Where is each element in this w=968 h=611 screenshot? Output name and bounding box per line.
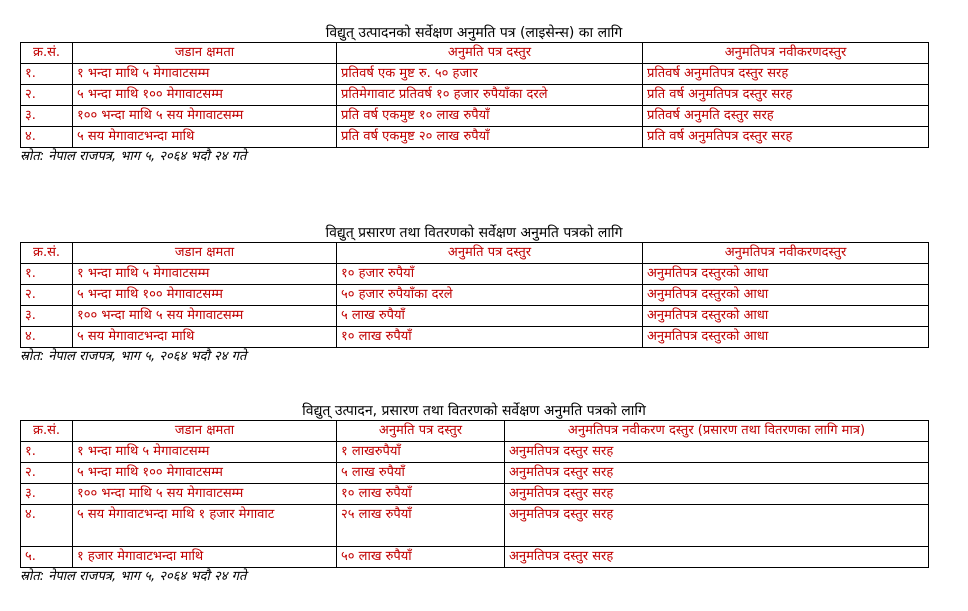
cell-license-fee: ५ लाख रुपैयाँ: [337, 306, 643, 327]
source-note: स्रोत: नेपाल राजपत्र, भाग ५, २०६४ भदौ २४ गते: [20, 349, 247, 364]
table-row: [21, 85, 929, 106]
cell-license-fee: १० लाख रुपैयाँ: [337, 327, 643, 348]
cell-capacity: ५ भन्दा माथि १०० मेगावाटसम्म: [73, 463, 337, 484]
table-row: [21, 106, 929, 127]
table-title: विद्युत् उत्पादनको सर्वेक्षण अनुमति पत्र (लाइसेन्स) का लागि: [325, 25, 623, 41]
cell-license-fee: ५० लाख रुपैयाँ: [337, 547, 505, 568]
cell-capacity: १ भन्दा माथि ५ मेगावाटसम्म: [73, 264, 337, 285]
cell-renewal-fee: प्रति वर्ष अनुमतिपत्र दस्तुर सरह: [643, 85, 929, 106]
cell-serial: ५.: [21, 547, 73, 568]
cell-license-fee: प्रति वर्ष एकमुष्ट १० लाख रुपैयाँ: [337, 106, 643, 127]
cell-renewal-fee: प्रतिवर्ष अनुमति दस्तुर सरह: [643, 106, 929, 127]
table-row: [21, 127, 929, 148]
cell-serial: २.: [21, 85, 73, 106]
table-header-row: [21, 243, 929, 264]
cell-serial: २.: [21, 285, 73, 306]
combined-license-section: [20, 402, 928, 586]
cell-serial: २.: [21, 463, 73, 484]
cell-serial: १.: [21, 442, 73, 463]
header-serial: क्र.सं.: [21, 43, 73, 64]
transmission-license-table: [20, 242, 929, 348]
generation-license-section: [20, 24, 928, 166]
header-capacity: जडान क्षमता: [73, 243, 337, 264]
cell-serial: ४.: [21, 505, 73, 547]
source-note: स्रोत: नेपाल राजपत्र, भाग ५, २०६४ भदौ २४ गते: [20, 149, 247, 164]
cell-license-fee: १ लाखरुपैयाँ: [337, 442, 505, 463]
table-row: [21, 306, 929, 327]
table-header-row: [21, 43, 929, 64]
table-row: [21, 442, 929, 463]
cell-license-fee: ५ लाख रुपैयाँ: [337, 463, 505, 484]
table-row: [21, 505, 929, 547]
cell-renewal-fee: अनुमतिपत्र दस्तुरको आधा: [643, 285, 929, 306]
table-row: [21, 484, 929, 505]
table-title: विद्युत् प्रसारण तथा वितरणको सर्वेक्षण अनुमति पत्रको लागि: [325, 225, 623, 241]
table-title: विद्युत् उत्पादन, प्रसारण तथा वितरणको सर्वेक्षण अनुमति पत्रको लागि: [302, 403, 646, 419]
cell-capacity: ५ सय मेगावाटभन्दा माथि १ हजार मेगावाट: [73, 505, 337, 547]
table-row: [21, 264, 929, 285]
cell-capacity: ५ सय मेगावाटभन्दा माथि: [73, 127, 337, 148]
cell-capacity: ५ सय मेगावाटभन्दा माथि: [73, 327, 337, 348]
cell-renewal-fee: अनुमतिपत्र दस्तुर सरह: [505, 463, 929, 484]
header-serial: क्र.सं.: [21, 421, 73, 442]
cell-license-fee: १० हजार रुपैयाँ: [337, 264, 643, 285]
cell-serial: ४.: [21, 327, 73, 348]
cell-serial: ३.: [21, 484, 73, 505]
cell-renewal-fee: अनुमतिपत्र दस्तुर सरह: [505, 505, 929, 547]
cell-license-fee: प्रतिवर्ष एक मुष्ट रु. ५० हजार: [337, 64, 643, 85]
header-license-fee: अनुमति पत्र दस्तुर: [337, 243, 643, 264]
header-renewal-fee: अनुमतिपत्र नवीकरणदस्तुर: [643, 243, 929, 264]
header-license-fee: अनुमति पत्र दस्तुर: [337, 43, 643, 64]
header-renewal-fee: अनुमतिपत्र नवीकरण दस्तुर (प्रसारण तथा वितरणका लागि मात्र): [505, 421, 929, 442]
transmission-license-section: [20, 224, 928, 366]
header-capacity: जडान क्षमता: [73, 421, 337, 442]
cell-license-fee: १० लाख रुपैयाँ: [337, 484, 505, 505]
cell-serial: १.: [21, 64, 73, 85]
table-row: [21, 64, 929, 85]
cell-serial: ३.: [21, 306, 73, 327]
cell-license-fee: प्रतिमेगावाट प्रतिवर्ष १० हजार रुपैयाँका दरले: [337, 85, 643, 106]
cell-capacity: ५ भन्दा माथि १०० मेगावाटसम्म: [73, 285, 337, 306]
cell-capacity: १ हजार मेगावाटभन्दा माथि: [73, 547, 337, 568]
table-row: [21, 285, 929, 306]
table-row: [21, 327, 929, 348]
cell-serial: ४.: [21, 127, 73, 148]
cell-license-fee: प्रति वर्ष एकमुष्ट २० लाख रुपैयाँ: [337, 127, 643, 148]
cell-renewal-fee: अनुमतिपत्र दस्तुर सरह: [505, 442, 929, 463]
cell-capacity: १ भन्दा माथि ५ मेगावाटसम्म: [73, 442, 337, 463]
cell-renewal-fee: प्रतिवर्ष अनुमतिपत्र दस्तुर सरह: [643, 64, 929, 85]
generation-license-table: [20, 42, 929, 148]
cell-renewal-fee: अनुमतिपत्र दस्तुरको आधा: [643, 264, 929, 285]
source-note: स्रोत: नेपाल राजपत्र, भाग ५, २०६४ भदौ २४ गते: [20, 569, 247, 584]
cell-license-fee: ५० हजार रुपैयाँका दरले: [337, 285, 643, 306]
header-capacity: जडान क्षमता: [73, 43, 337, 64]
cell-serial: १.: [21, 264, 73, 285]
cell-renewal-fee: अनुमतिपत्र दस्तुरको आधा: [643, 327, 929, 348]
cell-renewal-fee: प्रति वर्ष अनुमतिपत्र दस्तुर सरह: [643, 127, 929, 148]
cell-capacity: १ भन्दा माथि ५ मेगावाटसम्म: [73, 64, 337, 85]
cell-capacity: १०० भन्दा माथि ५ सय मेगावाटसम्म: [73, 484, 337, 505]
table-row: [21, 463, 929, 484]
cell-capacity: १०० भन्दा माथि ५ सय मेगावाटसम्म: [73, 106, 337, 127]
table-row: [21, 547, 929, 568]
table-header-row: [21, 421, 929, 442]
cell-license-fee: २५ लाख रुपैयाँ: [337, 505, 505, 547]
header-license-fee: अनुमति पत्र दस्तुर: [337, 421, 505, 442]
cell-renewal-fee: अनुमतिपत्र दस्तुर सरह: [505, 484, 929, 505]
combined-license-table: [20, 420, 929, 568]
cell-renewal-fee: अनुमतिपत्र दस्तुर सरह: [505, 547, 929, 568]
cell-serial: ३.: [21, 106, 73, 127]
header-renewal-fee: अनुमतिपत्र नवीकरणदस्तुर: [643, 43, 929, 64]
cell-renewal-fee: अनुमतिपत्र दस्तुरको आधा: [643, 306, 929, 327]
cell-capacity: ५ भन्दा माथि १०० मेगावाटसम्म: [73, 85, 337, 106]
cell-capacity: १०० भन्दा माथि ५ सय मेगावाटसम्म: [73, 306, 337, 327]
header-serial: क्र.सं.: [21, 243, 73, 264]
